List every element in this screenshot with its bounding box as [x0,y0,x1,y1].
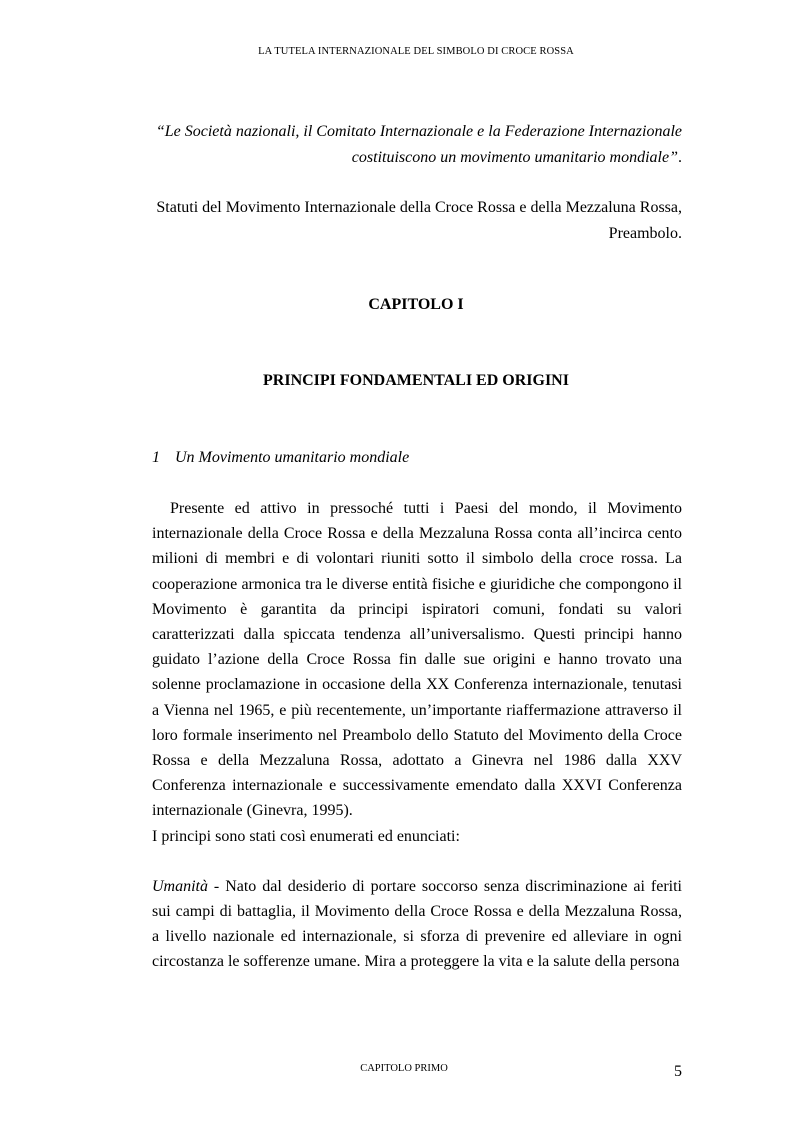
paragraph-umanita [152,874,682,975]
epigraph-quote-line-1: “Le Società nazionali, il Comitato Internazionale e la Federazione Internazionale [155,123,682,140]
attribution-line-1: Statuti del Movimento Internazionale della Croce Rossa e della Mezzaluna Rossa, [156,199,682,216]
epigraph-quote-line-2 [150,145,682,171]
running-header: LA TUTELA INTERNAZIONALE DEL SIMBOLO DI CROCE ROSSA [258,46,574,57]
principle-term-umanita: Umanità [152,877,208,895]
epigraph-quote-end: . [678,149,682,166]
section-number: 1 [152,449,160,466]
section-heading [152,449,409,467]
page-number: 5 [674,1063,682,1080]
chapter-label: CAPITOLO I [368,296,464,313]
chapter-title: PRINCIPI FONDAMENTALI ED ORIGINI [263,372,569,389]
epigraph-quote-line-2-text: costituiscono un movimento umanitario mondiale” [351,149,678,166]
body-text [152,496,682,975]
paragraph-principles-lead: I principi sono stati così enumerati ed enunciati: [152,827,460,845]
principle-text-umanita: - Nato dal desiderio di portare soccorso senza discriminazione ai feriti sui campi di battaglia, il Movimento della Croce Rossa e della Mezzaluna Rossa, a livello nazionale ed internazionale, si sforza di prevenire ed alleviare in ogni circostanza le sofferenze umane. Mira a proteggere la vita e la salute della persona [152,877,682,971]
footer-chapter-label: CAPITOLO PRIMO [360,1063,448,1074]
section-title: Un Movimento umanitario mondiale [175,449,410,466]
paragraph-intro: Presente ed attivo in pressoché tutti i Paesi del mondo, il Movimento internazionale della Croce Rossa e della Mezzaluna Rossa conta all’incirca cento milioni di membri e di volontari riuniti sotto il simbolo della croce rossa. La cooperazione armonica tra le diverse entità fisiche e giuridiche che compongono il Movimento è garantita da principi ispiratori comuni, fondati su valori caratterizzati dalla spiccata tendenza all’universalismo. Questi principi hanno guidato l’azione della Croce Rossa fin dalle sue origini e hanno trovato una solenne proclamazione in occasione della XX Conferenza internazionale, tenutasi a Vienna nel 1965, e più recentemente, un’importante riaffermazione attraverso il loro formale inserimento nel Preambolo dello Statuto del Movimento della Croce Rossa e della Mezzaluna Rossa, adottato a Ginevra nel 1986 dalla XXV Conferenza internazionale e successivamente emendato dalla XXVI Conferenza internazionale (Ginevra, 1995). [152,500,682,820]
attribution-line-2: Preambolo. [608,225,682,242]
epigraph-attribution [150,195,682,247]
epigraph-quote [150,119,682,171]
